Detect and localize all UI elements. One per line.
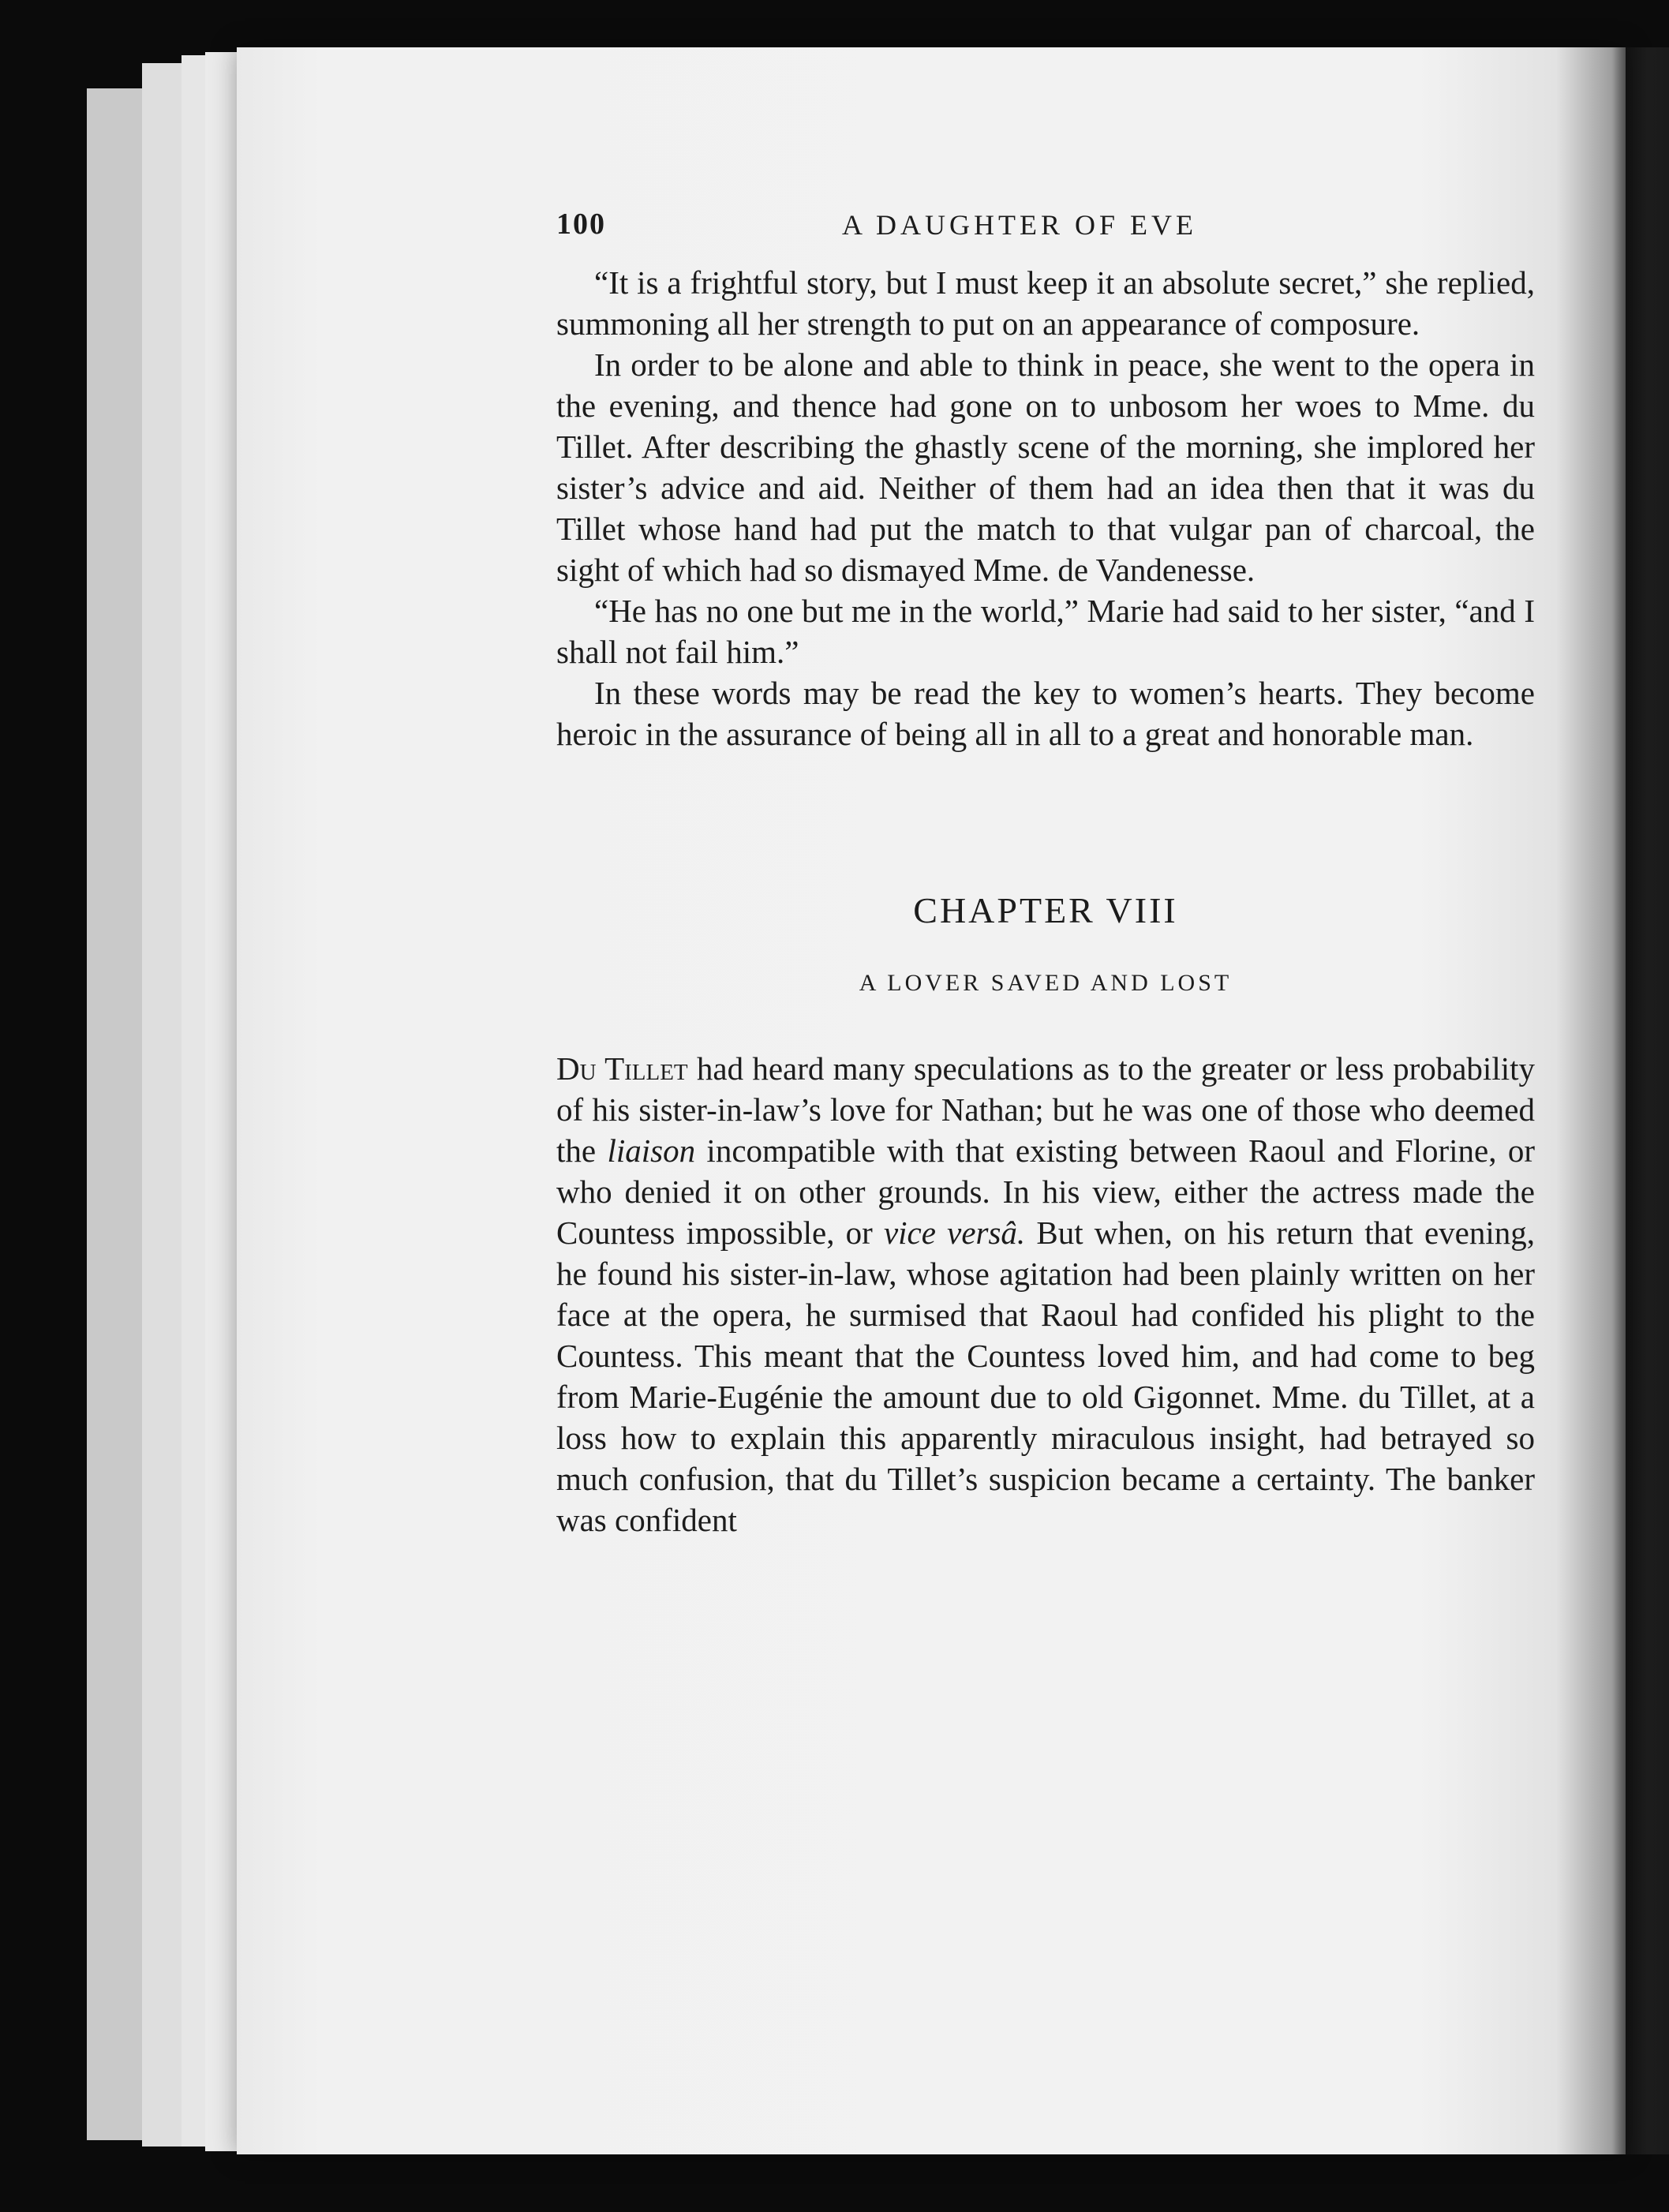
page-text-block (556, 207, 1535, 1540)
italic-term: vice versâ. (883, 1215, 1026, 1251)
paragraph: In these words may be read the key to women’s hearts. They become heroic in the assurance of being all in all to a great and honorable man. (556, 675, 1535, 752)
chapter-opening-paragraph (556, 1048, 1535, 1540)
paragraph: “He has no one but me in the world,” Marie had said to her sister, “and I shall not fail him.” (556, 593, 1535, 670)
running-title: A DAUGHTER OF EVE (842, 209, 1197, 241)
italic-term: liaison (607, 1132, 696, 1169)
page-number: 100 (556, 208, 606, 241)
running-head (556, 207, 1535, 262)
chapter-opening-words: Du Tillet (556, 1050, 688, 1087)
body-text: incompatible with that existing between Raoul and Florine, or who denied it on other grounds. In his view, either the actress made the Countess impossible, or (556, 1132, 1535, 1251)
paragraph: “It is a frightful story, but I must keep it an absolute secret,” she replied, summoning all her strength to put on an appearance of composure. (556, 264, 1535, 342)
binding-shadow (1614, 47, 1669, 2154)
body-text: But when, on his return that evening, he found his sister-in-law, whose agitation had been plainly written on her face at the opera, he surmised that Raoul had confided his plight to the Countess. This meant that the Countess loved him, and had come to beg from Marie-Eugénie the amount due to old Gigonnet. Mme. du Tillet, at a loss how to explain this apparently miraculous insight, had betrayed so much confusion, that du Tillet’s suspicion became a certainty. The banker was confident (556, 1215, 1535, 1538)
chapter-body (556, 1048, 1535, 1540)
paragraph: In order to be alone and able to think in peace, she went to the opera in the evening, and thence had gone on to unbosom her woes to Mme. du Tillet. After describing the ghastly scene of the morning, she implored her sister’s advice and aid. Neither of them had an idea then that it was du Tillet whose hand had put the match to that vulgar pan of charcoal, the sight of which had so dismayed Mme. de Vandenesse. (556, 346, 1535, 588)
chapter-subtitle: A LOVER SAVED AND LOST (859, 970, 1233, 996)
chapter-title: CHAPTER VIII (913, 890, 1178, 930)
body-text: had heard many speculations as to the greater or less probability of his sister-in-law’s love for Nathan; but he was one of those who deemed the (556, 1050, 1535, 1169)
